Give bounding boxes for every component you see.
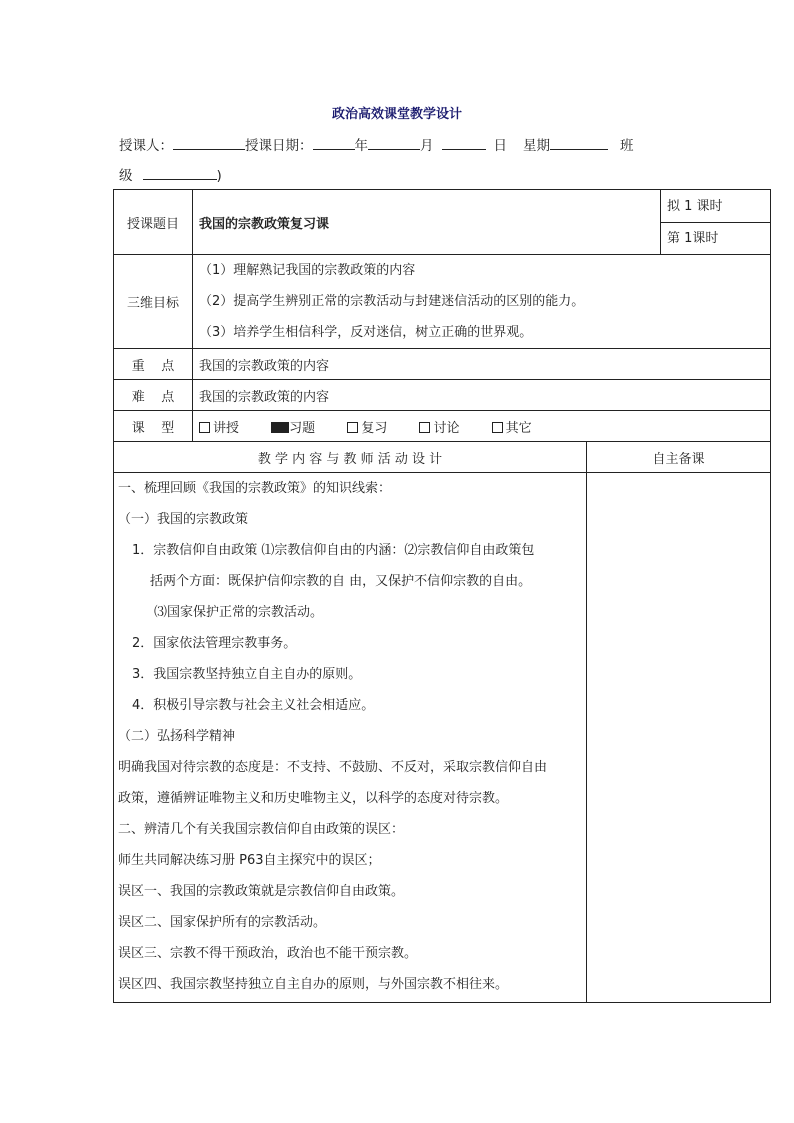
- topic-row: [114, 190, 771, 255]
- design-header-row: [114, 442, 771, 473]
- content-line: 明确我国对待宗教的态度是：不支持、不鼓励、不反对，采取宗教信仰自由: [118, 760, 548, 775]
- type-option-discuss[interactable]: [419, 417, 459, 436]
- weekday-label: 星期: [523, 138, 550, 154]
- type-option-label: 讨论: [433, 420, 460, 436]
- content-line: 误区一、我国的宗教政策就是宗教信仰自由政策。: [118, 884, 405, 899]
- content-line: 一、梳理回顾《我国的宗教政策》的知识线索：: [118, 481, 392, 496]
- type-row: [114, 411, 771, 442]
- topic-value: 我国的宗教政策复习课: [193, 190, 661, 255]
- design-content: [114, 473, 587, 1003]
- class-label-1: 班: [620, 138, 634, 154]
- checkbox-icon: [199, 422, 210, 433]
- goal-item: （3）培养学生相信科学，反对迷信，树立正确的世界观。: [199, 325, 533, 340]
- checkbox-icon: [347, 422, 358, 433]
- checkbox-icon: [492, 422, 503, 433]
- content-line: ⑶国家保护正常的宗教活动。: [154, 605, 324, 620]
- teacher-label: 授课人：: [119, 138, 173, 154]
- day-label: 日: [493, 138, 507, 154]
- header-line-2: [119, 164, 222, 184]
- type-label: 课 型: [114, 411, 193, 442]
- type-option-label: 其它: [505, 420, 532, 436]
- type-options: [193, 411, 771, 442]
- content-line: 3．我国宗教坚持独立自主自办的原则。: [132, 667, 362, 682]
- day-blank: [442, 137, 486, 150]
- content-line: 1．宗教信仰自由政策 ⑴宗教信仰自由的内涵：⑵宗教信仰自由政策包: [132, 543, 535, 558]
- date-label: 授课日期：: [245, 138, 313, 154]
- planned-hours: 拟 1 课时: [661, 191, 770, 223]
- difficult-row: [114, 380, 771, 411]
- content-line: 括两个方面：既保护信仰宗教的自 由，又保护不信仰宗教的自由。: [150, 574, 532, 589]
- content-line: 误区二、国家保护所有的宗教活动。: [118, 915, 327, 930]
- content-line: 政策，遵循辨证唯物主义和历史唯物主义，以科学的态度对待宗教。: [118, 791, 509, 806]
- goals-row: [114, 255, 771, 349]
- topic-label: 授课题目: [114, 190, 193, 255]
- content-line: （二）弘扬科学精神: [118, 729, 236, 744]
- self-prep-header: 自主备课: [587, 442, 771, 473]
- content-line: （一）我国的宗教政策: [118, 512, 249, 527]
- goal-item: （1）理解熟记我国的宗教政策的内容: [199, 263, 416, 278]
- type-option-label: 习题: [289, 420, 316, 436]
- content-line: 2．国家依法管理宗教事务。: [132, 636, 297, 651]
- type-option-review[interactable]: [347, 417, 387, 436]
- hours-cell: [661, 190, 771, 255]
- type-option-other[interactable]: [492, 417, 532, 436]
- key-row: [114, 349, 771, 380]
- content-line: 误区三、宗教不得干预政治，政治也不能干预宗教。: [118, 946, 418, 961]
- content-row: [114, 473, 771, 1003]
- month-blank: [368, 137, 420, 150]
- checkbox-icon: [419, 422, 430, 433]
- year-label: 年: [354, 138, 368, 154]
- goal-item: （2）提高学生辨别正常的宗教活动与封建迷信活动的区别的能力。: [199, 294, 585, 309]
- class-label-2: 级: [119, 168, 133, 184]
- close-paren: ): [216, 168, 222, 184]
- content-line: 4．积极引导宗教与社会主义社会相适应。: [132, 698, 375, 713]
- key-label: 重 点: [114, 349, 193, 380]
- class-blank: [143, 167, 217, 180]
- year-blank: [313, 137, 355, 150]
- teacher-blank: [173, 137, 245, 150]
- page-title: 政治高效课堂教学设计: [331, 107, 462, 122]
- type-option-label: 复习: [361, 420, 388, 436]
- self-prep-content[interactable]: [587, 473, 771, 1003]
- type-option-lecture[interactable]: [199, 417, 239, 436]
- weekday-blank: [550, 137, 608, 150]
- current-hour: 第 1课时: [667, 230, 719, 246]
- checked-box-icon: [271, 422, 289, 433]
- key-value: 我国的宗教政策的内容: [193, 349, 771, 380]
- content-line: 二、辨清几个有关我国宗教信仰自由政策的误区：: [118, 822, 405, 837]
- month-label: 月: [420, 138, 434, 154]
- goals-cell: [193, 255, 771, 349]
- header-line-1: [119, 134, 634, 154]
- content-line: 误区四、我国宗教坚持独立自主自办的原则，与外国宗教不相往来。: [118, 977, 509, 992]
- difficult-value: 我国的宗教政策的内容: [193, 380, 771, 411]
- difficult-label: 难 点: [114, 380, 193, 411]
- content-line: 师生共同解决练习册 P63自主探究中的误区；: [118, 853, 381, 868]
- type-option-exercise[interactable]: [271, 417, 315, 436]
- design-header: 教 学 内 容 与 教 师 活 动 设 计: [114, 442, 587, 473]
- lesson-plan-table: [113, 189, 771, 1003]
- goals-label: 三维目标: [114, 255, 193, 349]
- type-option-label: 讲授: [213, 420, 240, 436]
